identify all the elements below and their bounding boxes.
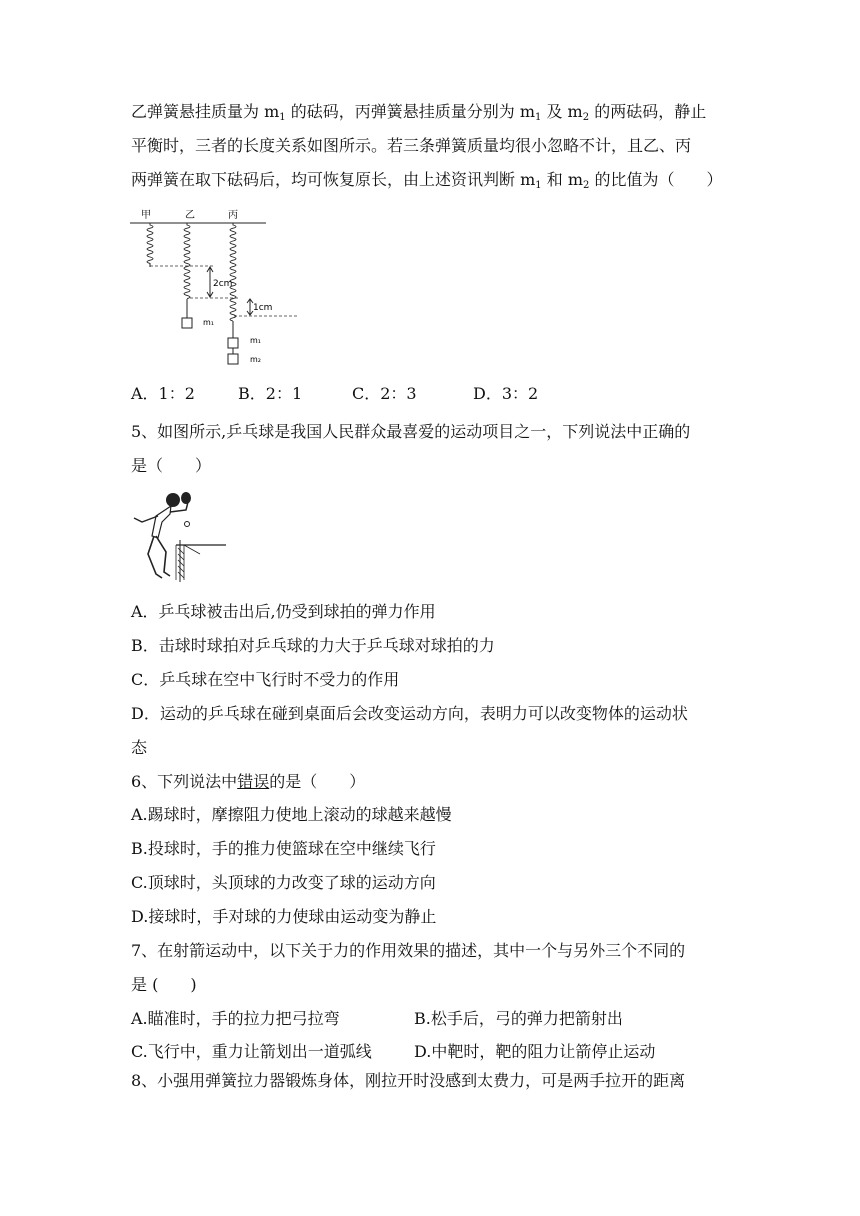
q5-option-d[interactable]: D．运动的乒乓球在碰到桌面后会改变运动方向，表明力可以改变物体的运动状 [131,704,688,723]
player-head [166,493,180,507]
q5-stem-line-2: 是（ ） [131,456,212,475]
q7-stem-line-1: 7、在射箭运动中，以下关于力的作用效果的描述，其中一个与另外三个不同的 [131,941,686,960]
q4-stem-line-1: 乙弹簧悬挂质量为 $m_1$ 的砝码，丙弹簧悬挂质量分别为 $m_1$ 及 $m_2$ 的两砝码，静止 [131,102,707,123]
label-2cm: 2cm [213,279,233,289]
weight-m2-bing [228,354,238,364]
q5-option-d-cont: 态 [131,738,148,757]
q4-option-a[interactable]: A．1：2 [131,384,195,403]
label-m2-bing: m₂ [250,355,261,364]
table-edge [184,545,200,554]
q7-stem-line-2: 是 ( ) [131,975,197,994]
q5-option-c[interactable]: C．乒乓球在空中飞行时不受力的作用 [131,670,400,689]
spring-figure [128,203,308,368]
label-1cm: 1cm [253,303,273,313]
q6-option-b[interactable]: B.投球时，手的推力使篮球在空中继续飞行 [131,839,436,858]
q8-stem-line-1: 8、小强用弹簧拉力器锻炼身体，刚拉开时没感到太费力，可是两手拉开的距离 [131,1071,686,1090]
q6-stem: 6、下列说法中错误的是（ ） [131,772,366,791]
q7-option-a[interactable]: A.瞄准时，手的拉力把弓拉弯 [131,1009,340,1028]
paddle [181,492,191,504]
spring-jia [147,223,153,267]
q4-option-c[interactable]: C．2：3 [352,384,417,403]
player-body [152,506,171,538]
spring-yi [184,223,190,318]
label-yi: 乙 [185,210,195,221]
q5-stem-line-1: 5、如图所示,乒乓球是我国人民群众最喜爱的运动项目之一，下列说法中正确的 [131,422,691,441]
dash-line-lower [190,297,298,315]
q4-stem-line-3: 两弹簧在取下砝码后，均可恢复原长，由上述资讯判断 $m_1$ 和 $m_2$ 的比值为（ ） [131,170,723,191]
label-m1-bing: m₁ [250,336,261,345]
q7-option-b[interactable]: B.松手后，弓的弹力把箭射出 [414,1009,623,1028]
q7-option-d[interactable]: D.中靶时，靶的阻力让箭停止运动 [414,1042,656,1061]
player-leg-front [156,536,170,576]
weight-m1-yi [182,318,192,328]
q6-option-d[interactable]: D.接球时，手对球的力使球由运动变为静止 [131,907,437,926]
q4-option-d[interactable]: D．3：2 [473,384,539,403]
weight-m1-bing [228,338,238,348]
q6-stem-underlined: 错误 [237,772,270,791]
q4-option-b[interactable]: B．2：1 [238,384,303,403]
ping-pong-figure [126,488,228,586]
label-m1-yi: m₁ [203,318,214,327]
q7-option-c[interactable]: C.飞行中，重力让箭划出一道弧线 [131,1042,372,1061]
label-jia: 甲 [141,210,151,221]
q5-option-b[interactable]: B．击球时球拍对乒乓球的力大于乒乓球对球拍的力 [131,636,495,655]
ping-pong-ball [185,522,190,527]
q6-option-c[interactable]: C.顶球时，头顶球的力改变了球的运动方向 [131,873,436,892]
label-bing: 丙 [228,210,238,221]
q6-option-a[interactable]: A.踢球时，摩擦阻力使地上滚动的球越来越慢 [131,805,452,824]
q5-option-a[interactable]: A．乒乓球被击出后,仍受到球拍的弹力作用 [131,602,436,621]
q4-stem-line-2: 平衡时，三者的长度关系如图所示。若三条弹簧质量均很小忽略不计，且乙、丙 [131,136,692,155]
